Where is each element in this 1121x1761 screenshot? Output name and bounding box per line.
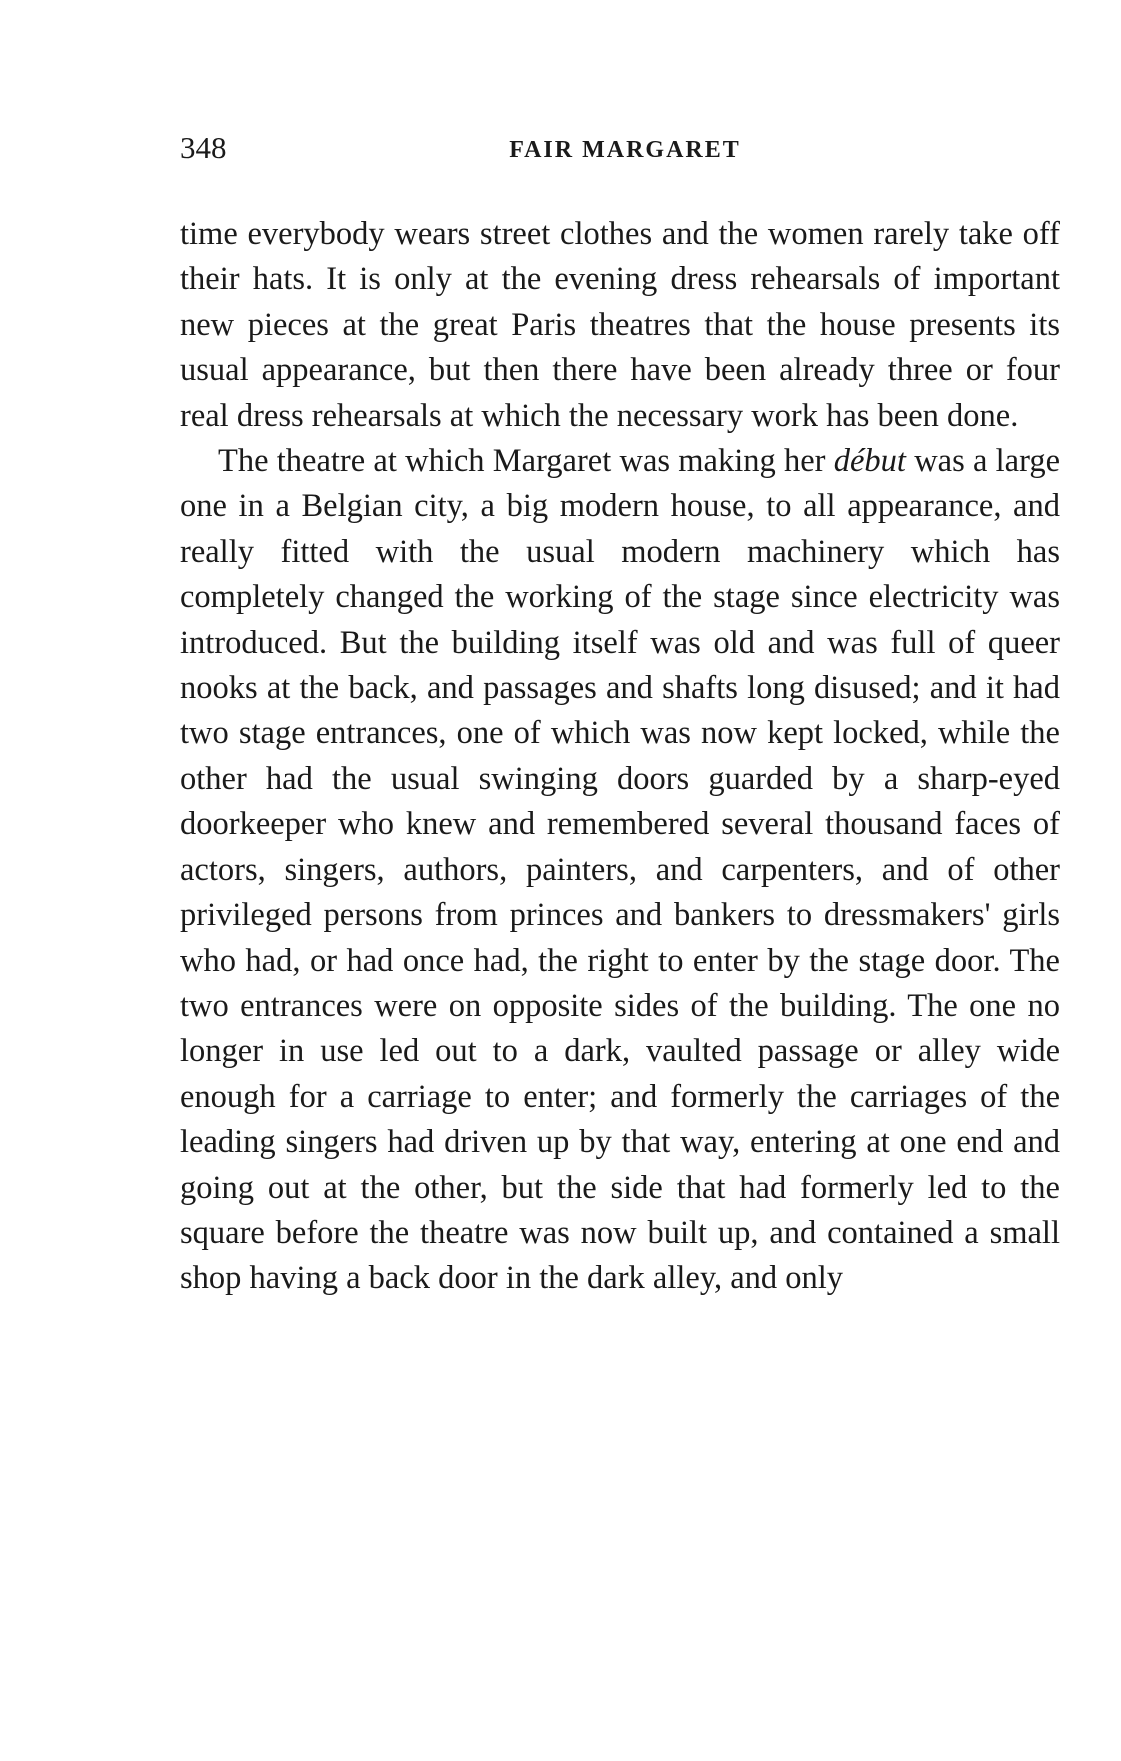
- paragraph-2: [180, 439, 1060, 1302]
- body-text: [180, 212, 1060, 1302]
- paragraph-2-part-2: was a large one in a Belgian city, a big modern house, to all appearance, and really fitted with the usual modern machinery which has completely changed the working of the stage since electricity was introduced. But the building itself was old and was full of queer nooks at the back, and passages and shafts long disused; and it had two stage entrances, one of which was now kept locked, while the other had the usual swinging doors guarded by a sharp-eyed doorkeeper who knew and remembered several thousand faces of actors, singers, authors, painters, and carpenters, and of other privileged persons from princes and bankers to dressmakers' girls who had, or had once had, the right to enter by the stage door. The two entrances were on opposite sides of the building. The one no longer in use led out to a dark, vaulted passage or alley wide enough for a carriage to enter; and formerly the carriages of the leading singers had driven up by that way, entering at one end and going out at the other, but the side that had formerly led to the square before the theatre was now built up, and contained a small shop having a back door in the dark alley, and only: [180, 443, 1060, 1297]
- debut-italic: début: [833, 443, 906, 480]
- running-head: FAIR MARGARET: [509, 137, 741, 163]
- paragraph-2-part-1: The theatre at which Margaret was making her: [218, 443, 834, 480]
- paragraph-1: time everybody wears street clothes and the women rarely take off their hats. It is only at the evening dress rehearsals of important new pieces at the great Paris theatres that the house presents its usual appearance, but then there have been already three or four real dress rehearsals at which the necessary work has been done.: [180, 216, 1060, 434]
- page-header: [180, 128, 1060, 168]
- page-number: 348: [180, 130, 227, 165]
